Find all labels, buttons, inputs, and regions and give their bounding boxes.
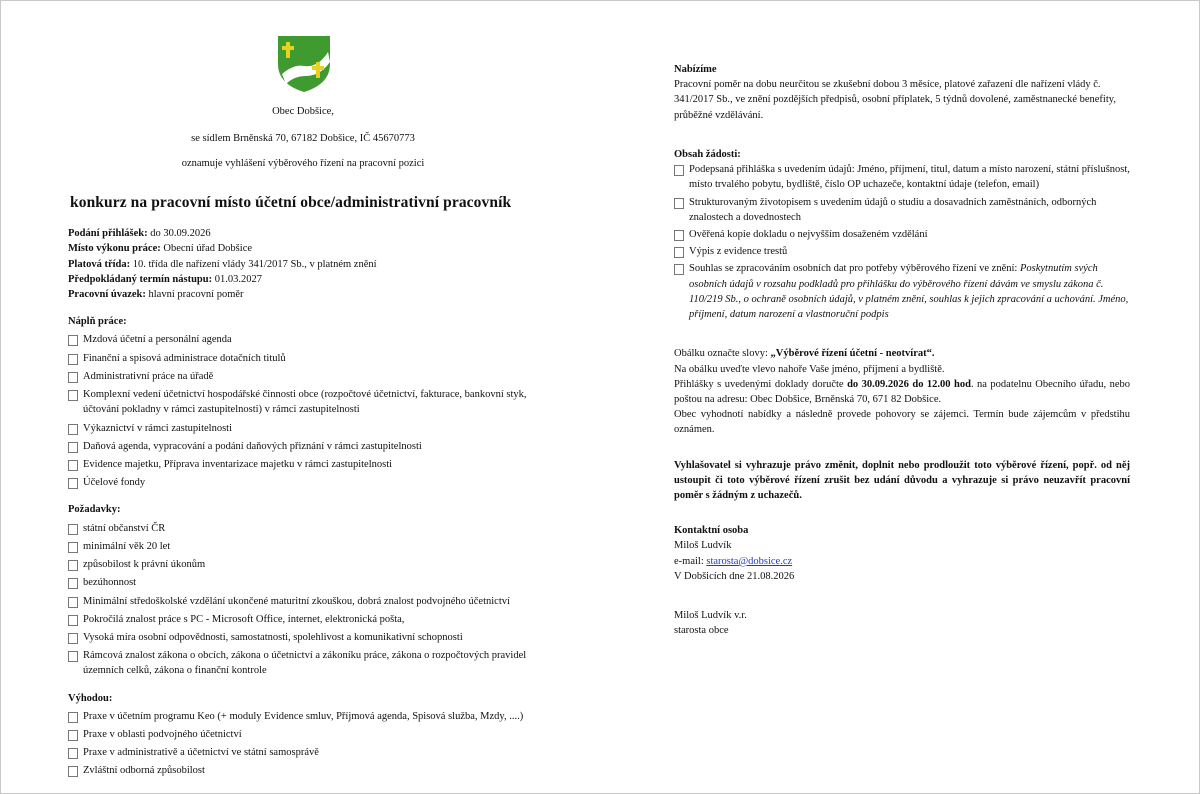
section-nabizime [674,62,1130,123]
announcement-line: oznamuje vyhlášení výběrového řízení na pracovní pozici [181,158,425,170]
list-item: Výpis z evidence trestů [674,244,1130,259]
section-vyhodou [68,691,538,779]
section-title: Výhodou: [68,692,113,704]
email-link[interactable]: starosta@dobsice.cz [706,555,793,567]
list-item: Evidence majetku, Příprava inventarizace majetku v rámci zastupitelnosti [68,457,538,472]
checkbox-icon [68,730,78,741]
checkbox-icon [68,633,78,644]
checkbox-icon [68,766,78,777]
list-item: způsobilost k právní úkonům [68,557,538,572]
list-item: Rámcová znalost zákona o obcích, zákona o účetnictví a zákoníku práce, zákona o rozpočtových pravidel územních celků, zákona o finanční kontrole [68,648,538,678]
municipality-address: se sídlem Brněnská 70, 67182 Dobšice, IČ 45670773 [191,133,415,145]
section-title: Náplň práce: [68,316,127,328]
list-item: Praxe v účetním programu Keo (+ moduly Evidence smluv, Příjmová agenda, Spisová služba, Mzdy, ....) [68,709,538,724]
list-item: Praxe v oblasti podvojného účetnictví [68,727,538,742]
section-title: Obsah žádosti: [674,148,741,160]
checkbox-icon [68,424,78,435]
section-napln [68,314,538,490]
evaluation-line: Obec vyhodnotí nabídky a následně provede pohovory se zájemci. Termín bude zájemcům v předstihu oznámen. [674,409,1130,436]
list-item: minimální věk 20 let [68,539,538,554]
checkbox-icon [68,597,78,608]
section-title: Požadavky: [68,504,121,516]
list-item: Finanční a spisová administrace dotačních titulů [68,351,538,366]
checkbox-icon [68,460,78,471]
checkbox-icon [674,198,684,209]
checkbox-icon [68,442,78,453]
list-item: Strukturovaným životopisem s uvedením údajů o studiu a dosavadních zaměstnáních, odborných znalostech a dovednostech [674,195,1130,225]
signature-role: starosta obce [674,625,729,637]
section-reserve [674,458,1130,504]
envelope-line: Na obálku uveďte vlevo nahoře Vaše jméno, příjmení a bydliště. [674,363,945,375]
left-column [68,34,538,779]
municipality-name: Obec Dobšice, [272,106,334,117]
envelope-label: Obálku označte slovy: „Výběrové řízení účetní - neotvírat“. [674,348,935,360]
right-column [674,62,1130,639]
signature-name: Miloš Ludvík v.r. [674,610,747,622]
signature-block [674,608,1130,638]
list-item: Minimální středoškolské vzdělání ukončené maturitní zkouškou, dobrá znalost podvojného účetnictví [68,594,538,609]
section-obsah [674,147,1130,322]
checkbox-icon [68,542,78,553]
contact-date: V Dobšicích dne 21.08.2026 [674,570,795,582]
list-item: Komplexní vedení účetnictví hospodářské činnosti obce (rozpočtové účetnictví, fakturace, bankovní styk, účtování pokladny v rámci zastupitelnosti) v rámci zastupitelnosti [68,387,538,417]
list-item: Pokročilá znalost práce s PC - Microsoft Office, internet, elektronická pošta, [68,612,538,627]
checkbox-icon [674,264,684,275]
list-item: Daňová agenda, vypracování a podání daňových přiznání v rámci zastupitelnosti [68,439,538,454]
list-item: bezúhonnost [68,575,538,590]
checkbox-icon [68,372,78,383]
checkbox-icon [68,478,78,489]
section-contact [674,523,1130,584]
offer-text: Pracovní poměr na dobu neurčitou se zkušební dobou 3 měsíce, platové zařazení dle nařízení vlády č. 341/2017 Sb., ve znění pozdějších předpisů, osobní příplatek, 5 týdnů dovolené, zaměstnanecké benefity, průběžné vzdělávání. [674,79,1116,121]
reserve-text: Vyhlašovatel si vyhrazuje právo změnit, doplnit nebo prodloužit toto výběrové řízení, popř. od něj ustoupit či toto výběrové řízení zrušit bez udání důvodu a vyhrazuje si právo neuzavřít pracovní poměr s žádným z uchazečů. [674,459,1130,502]
list-item: Účelové fondy [68,475,538,490]
detail-row: Platová třída: 10. třída dle nařízení vlády 341/2017 Sb., v platném znění [68,258,377,270]
checkbox-icon [674,247,684,258]
detail-row: Podání přihlášek: do 30.09.2026 [68,228,211,240]
list-item: Ověřená kopie dokladu o nejvyšším dosaženém vzdělání [674,227,1130,242]
delivery-line: Přihlášky s uvedenými doklady doručte do 30.09.2026 do 12.00 hod. na podatelnu Obecního úřadu, nebo poštou na adresu: Obec Dobšice, Brněnská 70, 671 82 Dobšice. [674,378,1130,405]
list-item: státní občanství ČR [68,521,538,536]
detail-row: Pracovní úvazek: hlavní pracovní poměr [68,289,244,300]
checkbox-icon [674,165,684,176]
detail-row: Předpokládaný termín nástupu: 01.03.2027 [68,273,262,285]
checkbox-icon [68,390,78,401]
checkbox-icon [68,335,78,346]
checkbox-icon [68,748,78,759]
details-block [68,226,538,302]
section-pozadavky [68,502,538,678]
checkbox-icon [674,230,684,241]
section-title: Nabízíme [674,64,717,75]
section-envelope [674,346,1130,437]
checkbox-icon [68,615,78,626]
checkbox-icon [68,560,78,571]
page-title: konkurz na pracovní místo účetní obce/administrativní pracovník [70,193,512,211]
contact-email-row: e-mail: starosta@dobsice.cz [674,555,793,567]
section-title: Kontaktní osoba [674,525,749,537]
list-item: Výkaznictví v rámci zastupitelnosti [68,421,538,436]
checkbox-icon [68,712,78,723]
list-item: Souhlas se zpracováním osobních dat pro potřeby výběrového řízení ve znění: Poskytnutím svých osobních údajů v rozsahu podkladů pro přihlášku do výběrového řízení dávám ve smyslu zákona č. 110/219 Sb., o ochraně osobních údajů, v platném znění, souhlas k jejich zpracování a uchování. Jméno, příjmení, datum narození a vlastnoruční podpis [674,261,1130,322]
list-item: Podepsaná přihláška s uvedením údajů: Jméno, příjmení, titul, datum a místo narození, státní příslušnost, místo trvalého pobytu, bydliště, číslo OP uchazeče, kontaktní údaje (telefon, email) [674,162,1130,192]
list-item: Praxe v administrativě a účetnictví ve státní samosprávě [68,745,538,760]
list-item: Zvláštní odborná způsobilost [68,763,538,778]
checkbox-icon [68,354,78,365]
checkbox-icon [68,651,78,662]
checkbox-icon [68,578,78,589]
list-item: Mzdová účetní a personální agenda [68,332,538,347]
list-item: Administrativní práce na úřadě [68,369,538,384]
municipality-crest-icon [274,34,334,94]
contact-name: Miloš Ludvík [674,540,732,552]
checkbox-icon [68,524,78,535]
list-item: Vysoká míra osobní odpovědnosti, samostatnosti, spolehlivost a komunikativní schopnosti [68,630,538,645]
detail-row: Místo výkonu práce: Obecní úřad Dobšice [68,243,253,255]
